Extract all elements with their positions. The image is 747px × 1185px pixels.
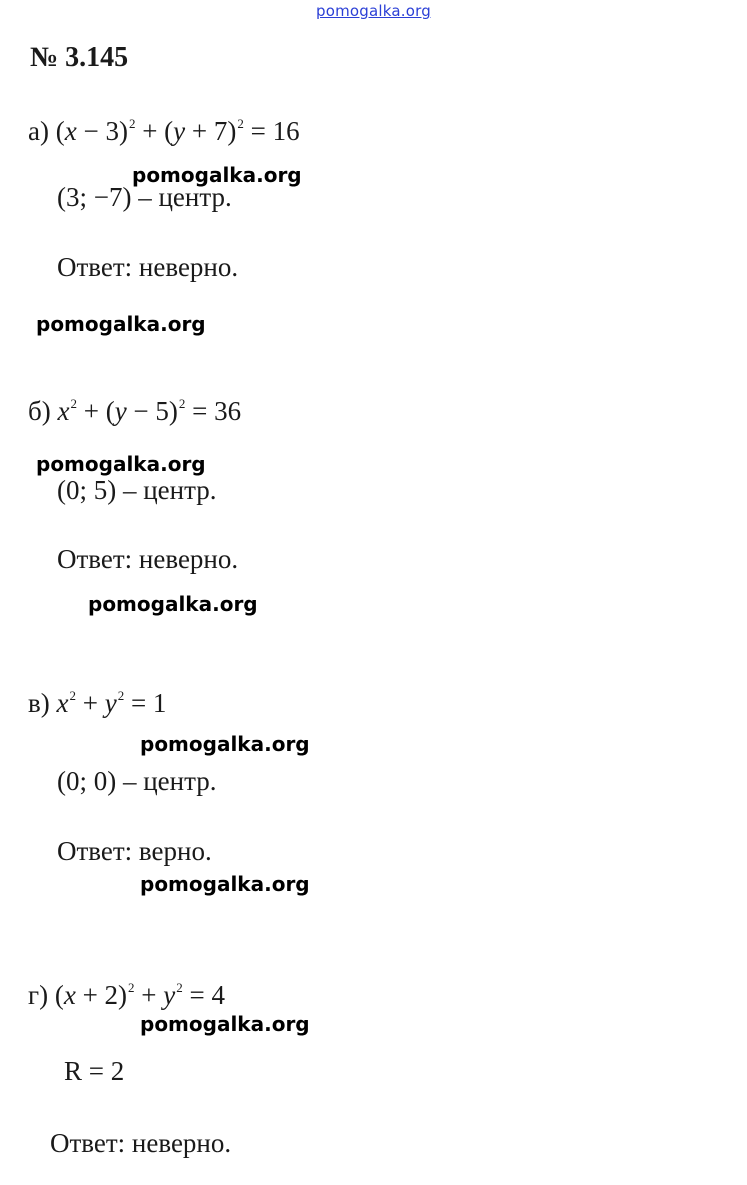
watermark-3: pomogalka.org xyxy=(36,452,206,476)
eq-g-x: x xyxy=(63,980,76,1010)
watermark-2: pomogalka.org xyxy=(36,312,206,336)
eq-g-4: = 4 xyxy=(182,980,225,1010)
eq-g-sup1: 2 xyxy=(128,980,135,995)
top-watermark-link[interactable]: pomogalka.org xyxy=(316,2,431,20)
eq-g-2: + 2) xyxy=(75,980,128,1010)
eq-v-sup1: 2 xyxy=(69,688,76,703)
center-v: (0; 0) – центр. xyxy=(57,766,217,796)
eq-a-sup2: 2 xyxy=(237,116,244,131)
eq-b-sup2: 2 xyxy=(178,396,186,411)
problem-number-title: № 3.145 xyxy=(30,42,129,73)
eq-a-4: + 7) xyxy=(185,116,237,146)
eq-b-3: = 36 xyxy=(185,396,242,426)
eq-b-1: + ( xyxy=(76,396,115,426)
eq-v-sup2: 2 xyxy=(117,688,125,703)
answer-g: Ответ: неверно. xyxy=(50,1128,232,1158)
eq-a-sup1: 2 xyxy=(128,116,136,131)
part-label-a: а) xyxy=(28,116,49,146)
part-label-v: в) xyxy=(28,688,50,718)
watermark-4: pomogalka.org xyxy=(88,592,258,616)
eq-a-2: − 3) xyxy=(76,116,128,146)
eq-g-sup2: 2 xyxy=(176,980,183,995)
eq-b-x: x xyxy=(57,396,70,426)
eq-b-sup1: 2 xyxy=(70,396,77,411)
watermark-1: pomogalka.org xyxy=(132,163,302,187)
eq-v-2: = 1 xyxy=(124,688,167,718)
equation-g xyxy=(28,980,225,1011)
watermark-6: pomogalka.org xyxy=(140,872,310,896)
eq-b-2: − 5) xyxy=(126,396,178,426)
center-a: (3; −7) – центр. xyxy=(57,182,232,212)
part-label-b: б) xyxy=(28,396,51,426)
eq-a-3: + ( xyxy=(135,116,174,146)
answer-v: Ответ: верно. xyxy=(57,836,212,866)
eq-v-1: + xyxy=(75,688,105,718)
radius-g: R = 2 xyxy=(64,1056,125,1086)
eq-g-3: + xyxy=(134,980,164,1010)
eq-b-y: y xyxy=(114,396,127,426)
eq-a-5: = 16 xyxy=(243,116,300,146)
center-b: (0; 5) – центр. xyxy=(57,475,217,505)
eq-g-y: y xyxy=(163,980,176,1010)
equation-b xyxy=(28,396,241,427)
equation-v xyxy=(28,688,166,719)
eq-a-1: ( xyxy=(55,116,65,146)
equation-a xyxy=(28,116,300,147)
part-label-g: г) xyxy=(28,980,49,1010)
watermark-5: pomogalka.org xyxy=(140,732,310,756)
eq-v-y: y xyxy=(104,688,117,718)
answer-a: Ответ: неверно. xyxy=(57,252,239,282)
answer-b: Ответ: неверно. xyxy=(57,544,239,574)
eq-a-x: x xyxy=(64,116,77,146)
eq-g-1: ( xyxy=(54,980,64,1010)
watermark-7: pomogalka.org xyxy=(140,1012,310,1036)
eq-a-y: y xyxy=(173,116,186,146)
eq-v-x: x xyxy=(56,688,69,718)
